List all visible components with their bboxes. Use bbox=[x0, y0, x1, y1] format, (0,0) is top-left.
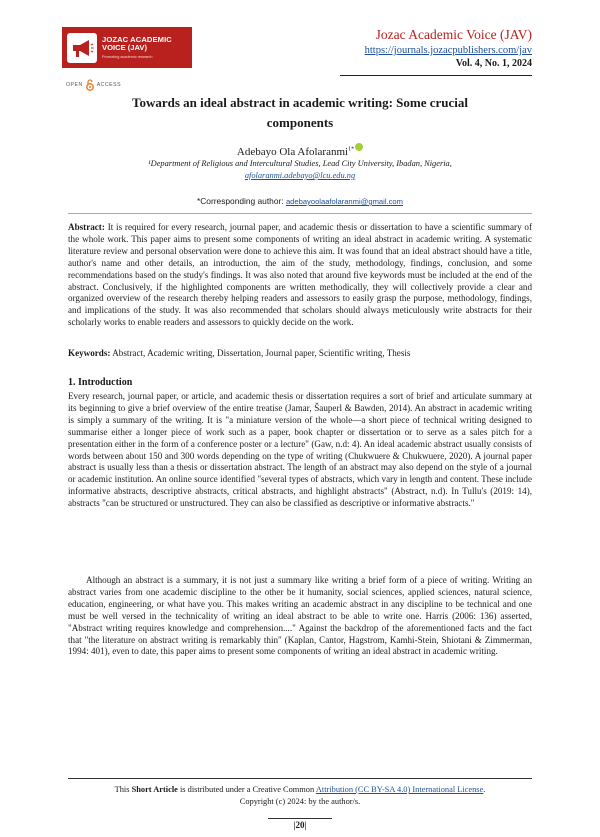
author-name: Adebayo Ola Afolaranmi bbox=[236, 146, 349, 158]
copyright-line: Copyright (c) 2024: by the author/s. bbox=[239, 796, 361, 806]
license-prefix: This bbox=[114, 785, 132, 794]
journal-name: Jozac Academic Voice (JAV) bbox=[375, 27, 532, 42]
journal-info bbox=[365, 27, 532, 69]
introduction-paragraph-1: Every research, journal paper, or article, and academic thesis or dissertation requires a sort of brief and articulate summary at its beginning to give a brief overview of the entire treatise (Jamar, Šauperl & Bawden, 2014). An abstract in academic writing is simply a summary of the writing. It is "a miniature version of the whole—a short piece of technical writing designed to summarise either a longer piece of work such as a paper, book chapter or dissertation or to serve as a sales pitch for a presentation either in the form of a conference poster or a lecture" (Gaw, n.d: 4). An ideal academic abstract usually consists of words between about 150 and 300 words depending on the type of writing (Chukwuere & Chukwuere, 2020). A journal paper abstract is usually less than a thesis or dissertation abstract. The length of an abstract may also depend on the style of a journal or academic institution. An online source identified "several types of abstracts, which vary in length and content. These include informative abstracts, descriptive abstracts, critical abstracts, and highlight abstracts" (Abstract, n.d). In Tullu's (2019: 14), abstracts "can be structured or unstructured. They can also be classified as descriptive or informative abstracts." bbox=[68, 391, 532, 509]
page-number-rule bbox=[268, 818, 332, 819]
logo-title-line1: JOZAC ACADEMIC bbox=[102, 34, 172, 44]
license-article-type: Short Article bbox=[131, 785, 178, 794]
author-mark: 1* bbox=[348, 146, 355, 153]
license-link[interactable]: Attribution (CC BY-SA 4.0) International License bbox=[315, 785, 484, 794]
page-number: |20| bbox=[293, 820, 307, 830]
corresponding-email-link[interactable]: adebayoolaafolaranmi@gmail.com bbox=[285, 197, 403, 206]
open-access-lock-icon bbox=[85, 79, 95, 91]
introduction-paragraph-2: Although an abstract is a summary, it is not just a summary like writing a brief form of a piece of writing. Writing an abstract varies from one academic discipline to the other be it humanity, social sciences, applied sciences, natural science, education, engineering, or what have you. This makes writing an academic abstract in any discipline to be technical and one must be well versed in the technicality of writing an ideal abstract to be able to write one. Harris (2006: 136) asserted, "Abstract writing requires knowledge and comprehension...." Against the backdrop of the aforementioned facts and the fact that "the literature on abstract writing is remarkably thin" (Kaplan, Cantor, Hagstrom, Kamhi-Stein, Shiotani & Zimmerman, 1994: 401), even to date, this paper aims to present some components of writing an ideal abstract in academic writing. bbox=[68, 575, 532, 657]
author-email-link[interactable]: afolaranmi.adebayo@lcu.edu.ng bbox=[244, 171, 356, 180]
journal-url-link[interactable]: https://journals.jozacpublishers.com/jav bbox=[364, 45, 532, 57]
open-access-badge bbox=[66, 79, 121, 91]
corresponding-author bbox=[0, 196, 600, 206]
journal-volume: Vol. 4, No. 1, 2024 bbox=[455, 58, 532, 70]
logo-tagline: Promoting academic research bbox=[102, 55, 153, 60]
license-notice bbox=[0, 784, 600, 807]
license-suffix: . bbox=[483, 785, 486, 794]
open-access-right-text: ACCESS bbox=[96, 82, 122, 88]
title-divider bbox=[68, 213, 532, 214]
license-middle: is distributed under a Creative Common bbox=[177, 785, 316, 794]
corresponding-label: *Corresponding author: bbox=[197, 196, 284, 206]
author-affiliation: ¹Department of Religious and Intercultural Studies, Lead City University, Ibadan, Nigeria, bbox=[148, 159, 452, 168]
abstract-text: It is required for every research, journal paper, and academic thesis or dissertation to have a scientific summary of the whole work. This paper aims to present some components of writing an ideal abstract in academic writing. A systematic literature review and personal observation were done to achieve this aim. It was found that an ideal abstract should have a title, author's name and other details, an introduction, the aim of the study, methodology, findings, conclusion, and some recommendations based on the study's findings. It was also noted that around five keywords must be included at the end of the abstract. Conclusively, if the highlighted components are written methodically, they will collectively provide a clear and organized overview of the research thereby helping readers and assessors to easily grasp the purpose, methodology, findings, and implications of the study. It was also recommended that scholars should always meticulously write abstracts for their scholarly works to enable readers and assessors to quickly decide on the work. bbox=[68, 222, 532, 328]
abstract bbox=[68, 222, 532, 329]
footer-divider bbox=[68, 778, 532, 779]
license-line bbox=[0, 784, 600, 796]
keywords-label: Keywords: bbox=[68, 348, 111, 358]
keywords bbox=[68, 348, 532, 360]
megaphone-icon bbox=[67, 33, 97, 63]
article-title: Towards an ideal abstract in academic writing: Some crucial components bbox=[131, 95, 469, 130]
section-heading-introduction: 1. Introduction bbox=[68, 377, 133, 388]
orcid-icon[interactable] bbox=[355, 143, 363, 151]
open-access-left-text: OPEN bbox=[66, 82, 83, 88]
header-divider bbox=[340, 75, 532, 76]
logo-title-line2: VOICE (JAV) bbox=[102, 43, 148, 53]
journal-logo bbox=[62, 27, 192, 68]
abstract-label: Abstract: bbox=[68, 222, 105, 232]
author-line bbox=[0, 143, 600, 158]
keywords-text: Abstract, Academic writing, Dissertation, Journal paper, Scientific writing, Thesis bbox=[112, 348, 411, 358]
